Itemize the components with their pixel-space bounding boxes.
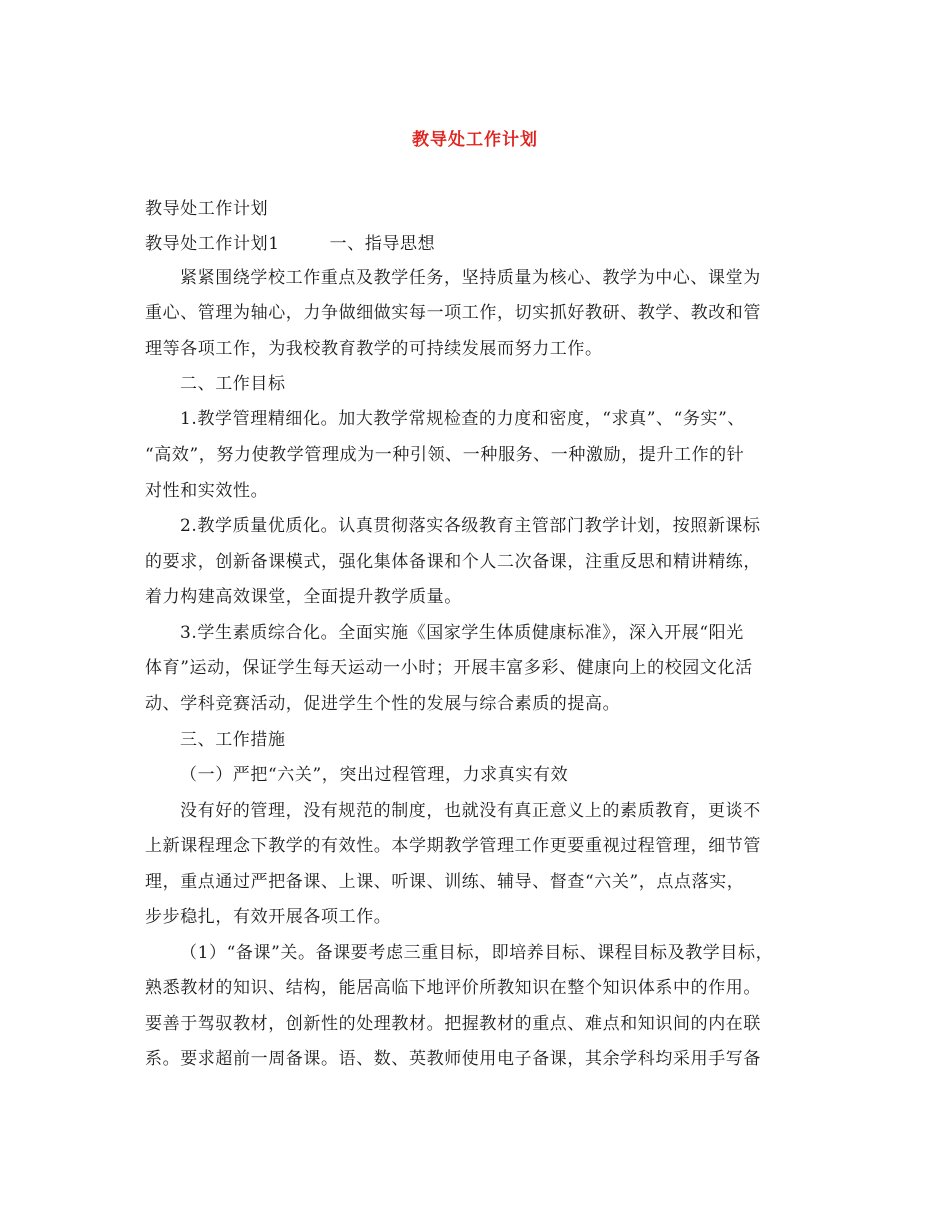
plan-number: 教导处工作计划1: [145, 234, 280, 254]
paragraph-line: 3.学生素质综合化。全面实施《国家学生体质健康标准》，深入开展“阳光: [180, 623, 744, 643]
paragraph-line: 上新课程理念下教学的有效性。本学期教学管理工作更要重视过程管理，细节管: [145, 836, 761, 856]
subsection-heading: （一）严把“六关”，突出过程管理，力求真实有效: [180, 765, 569, 785]
paragraph-line: 着力构建高效课堂，全面提升教学质量。: [145, 587, 462, 607]
paragraph-line: 理，重点通过严把备课、上课、听课、训练、辅导、督查“六关”，点点落实，: [145, 872, 745, 892]
paragraph-line: 体育”运动，保证学生每天运动一小时；开展丰富多彩、健康向上的校园文化活: [145, 658, 753, 678]
subtitle-line: 教导处工作计划: [145, 199, 269, 219]
paragraph-line: 1.教学管理精细化。加大教学常规检查的力度和密度，“求真”、“务实”、: [180, 409, 745, 429]
paragraph-line: 动、学科竞赛活动，促进学生个性的发展与综合素质的提高。: [145, 694, 621, 714]
paragraph-line: 重心、管理为轴心，力争做细做实每一项工作，切实抓好教研、教学、教改和管: [145, 303, 761, 323]
paragraph-line: 没有好的管理，没有规范的制度，也就没有真正意义上的素质教育，更谈不: [180, 801, 761, 821]
paragraph-line: 理等各项工作，为我校教育教学的可持续发展而努力工作。: [145, 339, 603, 359]
paragraph-line: （1）“备课”关。备课要考虑三重目标，即培养目标、课程目标及教学目标，: [180, 943, 774, 963]
paragraph-line: 紧紧围绕学校工作重点及教学任务，坚持质量为核心、教学为中心、课堂为: [180, 268, 761, 288]
paragraph-line: 系。要求超前一周备课。语、数、英教师使用电子备课，其余学科均采用手写备: [145, 1049, 761, 1069]
paragraph-line: 2.教学质量优质化。认真贯彻落实各级教育主管部门教学计划，按照新课标: [180, 516, 761, 536]
paragraph-line: 步步稳扎，有效开展各项工作。: [145, 907, 392, 927]
paragraph-line: 的要求，创新备课模式，强化集体备课和个人二次备课，注重反思和精讲精练，: [145, 552, 761, 572]
section-heading-1: 一、指导思想: [329, 234, 436, 254]
paragraph-line: 对性和实效性。: [145, 481, 269, 501]
paragraph-line: “高效”，努力使教学管理成为一种引领、一种服务、一种激励，提升工作的针: [145, 445, 745, 465]
paragraph-line: 要善于驾驭教材，创新性的处理教材。把握教材的重点、难点和知识间的内在联: [145, 1014, 761, 1034]
paragraph-line: 熟悉教材的知识、结构，能居高临下地评价所教知识在整个知识体系中的作用。: [145, 978, 761, 998]
document-title: 教导处工作计划: [412, 130, 538, 150]
plan-heading-line: [145, 233, 435, 255]
section-heading-3: 三、工作措施: [180, 730, 286, 750]
section-heading-2: 二、工作目标: [180, 374, 286, 394]
